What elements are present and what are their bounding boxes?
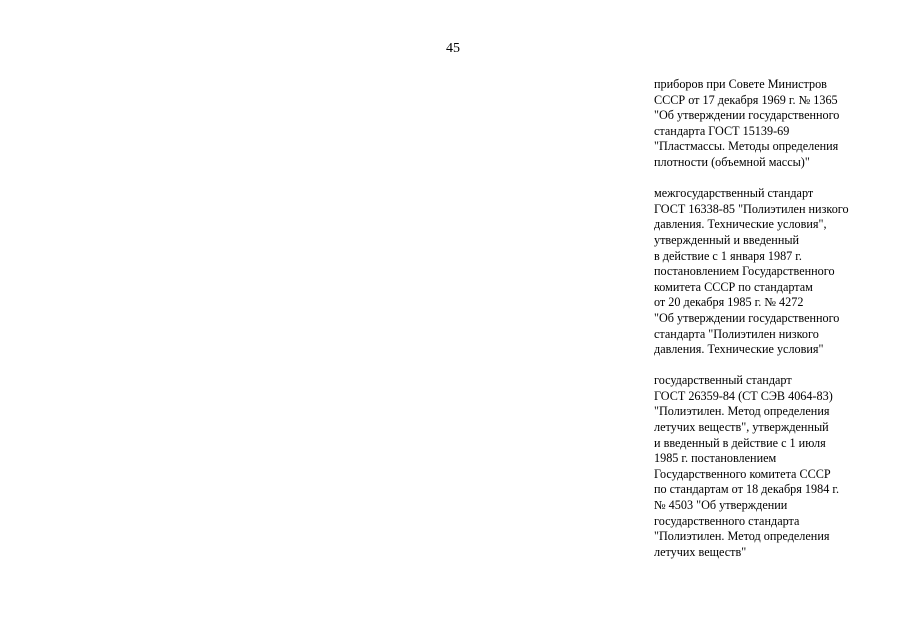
text-line: приборов при Совете Министров [654, 77, 827, 91]
text-line: "Полиэтилен. Метод определения [654, 404, 830, 419]
text-line: утвержденный и введенный [654, 232, 800, 247]
text-line: и введенный в действие с 1 июля [654, 435, 826, 450]
text-line: по стандартам от 18 декабря 1984 г. [654, 482, 840, 497]
text-line: ГОСТ 26359-84 (СТ СЭВ 4064-83) [654, 388, 833, 403]
text-line: комитета СССР по стандартам [654, 279, 813, 294]
text-line: ГОСТ 16338-85 "Полиэтилен низкого [654, 201, 849, 216]
page-number: 45 [446, 41, 460, 56]
paragraph-gost-15139 [654, 77, 899, 171]
text-line: 1985 г. постановлением [654, 451, 777, 466]
text-line: постановлением Государственного [654, 264, 835, 279]
text-line: "Об утверждении государственного [654, 108, 840, 123]
text-line: межгосударственный стандарт [654, 186, 814, 201]
text-line: государственный стандарт [654, 373, 792, 388]
document-text-column [654, 77, 899, 560]
text-line: стандарта ГОСТ 15139-69 [654, 123, 790, 138]
text-line: плотности (объемной массы)" [654, 154, 810, 169]
text-line: от 20 декабря 1985 г. № 4272 [654, 295, 804, 310]
text-line: "Об утверждении государственного [654, 310, 840, 325]
text-line: в действие с 1 января 1987 г. [654, 248, 802, 263]
text-line: летучих веществ" [654, 544, 747, 559]
text-line: летучих веществ", утвержденный [654, 420, 829, 435]
text-line: давления. Технические условия" [654, 342, 824, 357]
text-line: государственного стандарта [654, 513, 800, 528]
text-line: стандарта "Полиэтилен низкого [654, 326, 819, 341]
text-line: СССР от 17 декабря 1969 г. № 1365 [654, 92, 838, 107]
text-line: № 4503 "Об утверждении [654, 498, 788, 513]
text-line: давления. Технические условия", [654, 217, 827, 232]
text-line: Государственного комитета СССР [654, 466, 831, 481]
text-line: "Полиэтилен. Метод определения [654, 529, 830, 544]
text-line: "Пластмассы. Методы определения [654, 139, 839, 154]
paragraph-gost-26359 [654, 373, 899, 560]
paragraph-gost-16338 [654, 186, 899, 358]
